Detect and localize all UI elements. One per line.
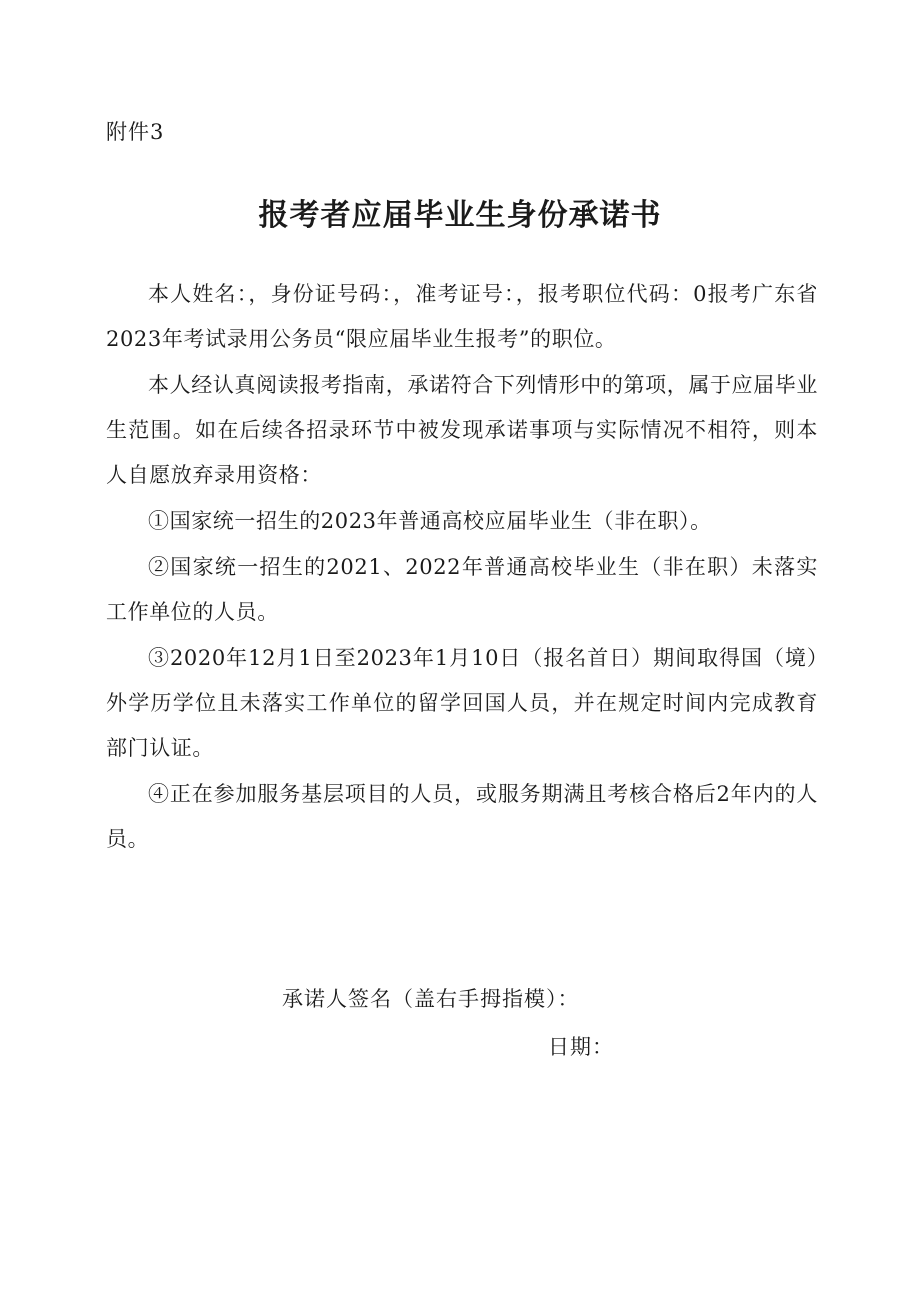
date-label: 日期： (548, 1035, 614, 1059)
attachment-label: 附件3 (106, 120, 165, 144)
paragraph-item-2: ②国家统一招生的2021、2022年普通高校毕业生（非在职）未落实工作单位的人员。 (106, 555, 818, 624)
page-title: 报考者应届毕业生身份承诺书 (258, 198, 662, 233)
paragraph-item-4: ④正在参加服务基层项目的人员，或服务期满且考核合格后2年内的人员。 (106, 782, 818, 851)
paragraph-personal-info: 本人姓名：，身份证号码：，准考证号：，报考职位代码：0报考广东省2023年考试录用公务员“限应届毕业生报考”的职位。 (106, 282, 818, 351)
paragraph-item-1: ①国家统一招生的2023年普通高校应届毕业生（非在职）。 (148, 509, 712, 533)
document-body (106, 272, 818, 863)
signature-label: 承诺人签名（盖右手拇指模）： (282, 987, 580, 1011)
paragraph-item-3: ③2020年12月1日至2023年1月10日（报名首日）期间取得国（境）外学历学位且未落实工作单位的留学回国人员，并在规定时间内完成教育部门认证。 (106, 646, 818, 760)
paragraph-commitment: 本人经认真阅读报考指南，承诺符合下列情形中的第项，属于应届毕业生范围。如在后续各招录环节中被发现承诺事项与实际情况不相符，则本人自愿放弃录用资格： (106, 373, 818, 487)
